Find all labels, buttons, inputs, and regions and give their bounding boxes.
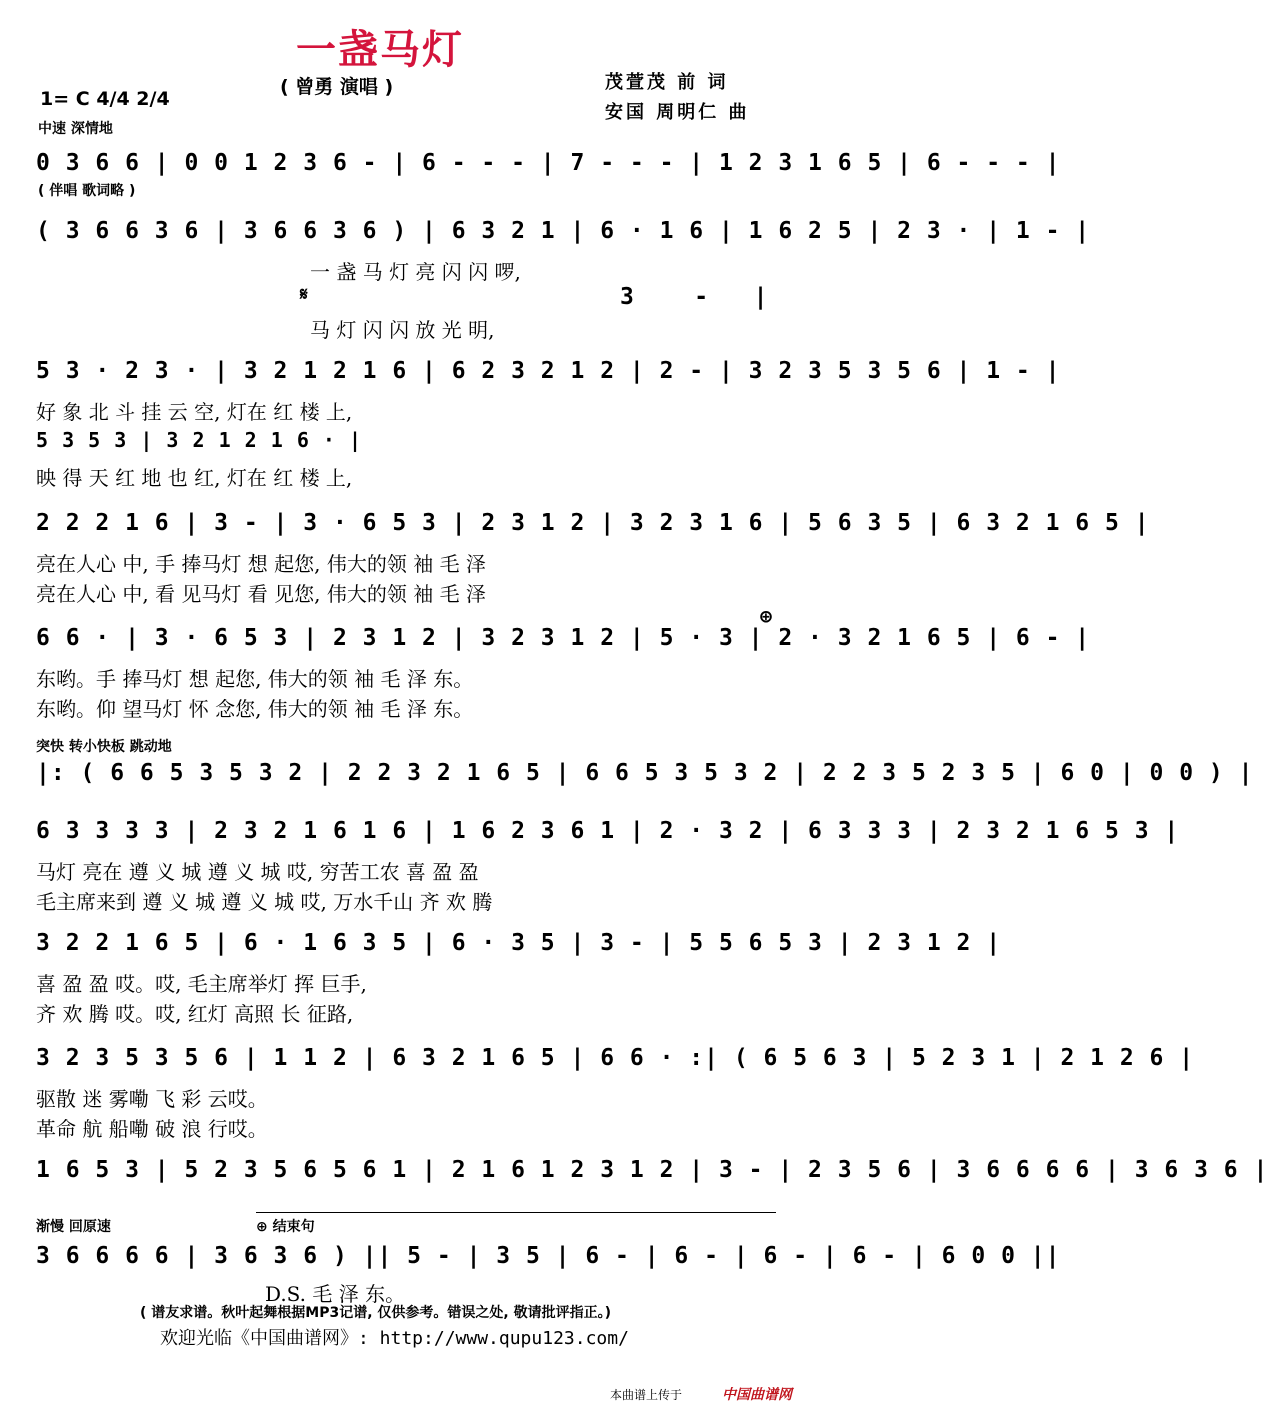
lyric-line-2a: 一 盏 马 灯 亮 闪 闪 啰, xyxy=(310,260,521,284)
score-row-5: 6 6 · | 3 · 6 5 3 | 2 3 1 2 | 3 2 3 1 2 | 5 · 3 | 2 · 3 2 1 6 5 | 6 - | xyxy=(36,625,1091,651)
lyric-line-7a: 马灯 亮在 遵 义 城 遵 义 城 哎, 穷苦工农 喜 盈 盈 xyxy=(36,860,479,884)
coda-icon: ⊕ xyxy=(760,604,774,628)
score-row-1: 0 3 6 6 | 0 0 1 2 3 6 - | 6 - - - | 7 - - - | 1 2 3 1 6 5 | 6 - - - | xyxy=(36,150,1061,176)
score-row-9: 3 2 3 5 3 5 6 | 1 1 2 | 6 3 2 1 6 5 | 6 6 · :| ( 6 5 6 3 | 5 2 3 1 | 2 1 2 6 | xyxy=(36,1045,1195,1071)
ending-tempo: 渐慢 回原速 xyxy=(36,1219,111,1235)
upload-label: 本曲谱上传于 xyxy=(610,1388,683,1402)
score-row-2: ( 3 6 6 3 6 | 3 6 6 3 6 ) | 6 3 2 1 | 6 · 1 6 | 1 6 2 5 | 2 3 · | 1 - | xyxy=(36,218,1091,244)
lyric-line-8b: 齐 欢 腾 哎。哎, 红灯 高照 长 征路, xyxy=(36,1002,354,1026)
page-title: 一盏马灯 xyxy=(296,27,464,73)
lyric-line-3: 好 象 北 斗 挂 云 空, 灯在 红 楼 上, xyxy=(36,400,353,424)
lyric-line-9b: 革命 航 船嘞 破 浪 行哎。 xyxy=(36,1117,268,1141)
segno-icon: 𝄋 xyxy=(300,284,309,305)
lyric-line-8a: 喜 盈 盈 哎。哎, 毛主席举灯 挥 巨手, xyxy=(36,972,367,996)
score-row-3b: 5 3 5 3 | 3 2 1 2 1 6 · | xyxy=(36,428,363,452)
tempo-marking: 中速 深情地 xyxy=(38,121,113,137)
score-row-2b: 3 - | xyxy=(620,284,769,310)
key-signature: 1= C 4/4 2/4 xyxy=(40,88,170,110)
score-row-8: 3 2 2 1 6 5 | 6 · 1 6 3 5 | 6 · 3 5 | 3 - | 5 5 6 5 3 | 2 3 1 2 | xyxy=(36,930,1002,956)
lyric-line-9a: 驱散 迷 雾嘞 飞 彩 云哎。 xyxy=(36,1087,268,1111)
lyric-line-5a: 东哟。手 捧马灯 想 起您, 伟大的领 袖 毛 泽 东。 xyxy=(36,667,474,691)
accompaniment-note: ( 伴唱 歌词略 ) xyxy=(38,183,136,199)
lyric-line-5b: 东哟。仰 望马灯 怀 念您, 伟大的领 袖 毛 泽 东。 xyxy=(36,697,474,721)
score-row-7: 6 3 3 3 3 | 2 3 2 1 6 1 6 | 1 6 2 3 6 1 | 2 · 3 2 | 6 3 3 3 | 2 3 2 1 6 5 3 | xyxy=(36,818,1180,844)
lyric-line-2b: 马 灯 闪 闪 放 光 明, xyxy=(310,318,495,342)
score-row-10: 1 6 5 3 | 5 2 3 5 6 5 6 1 | 2 1 6 1 2 3 1 2 | 3 - | 2 3 5 6 | 3 6 6 6 6 | 3 6 3 6 | xyxy=(36,1157,1268,1183)
lyric-line-4a: 亮在人心 中, 手 捧马灯 想 起您, 伟大的领 袖 毛 泽 xyxy=(36,552,486,576)
lyric-line-3b: 映 得 天 红 地 也 红, 灯在 红 楼 上, xyxy=(36,466,353,490)
coda-bracket xyxy=(256,1212,776,1213)
ds-instruction: D.S. 毛 泽 东。 xyxy=(265,1282,406,1306)
lyric-line-4b: 亮在人心 中, 看 见马灯 看 见您, 伟大的领 袖 毛 泽 xyxy=(36,582,486,606)
coda-label: ⊕ 结束句 xyxy=(256,1219,315,1235)
transcriber-note: ( 谱友求谱。秋叶起舞根据MP3记谱, 仅供参考。错误之处, 敬请批评指正。) xyxy=(140,1305,611,1321)
lyricist-credit: 茂萱茂 前 词 xyxy=(605,72,729,93)
score-row-6: |: ( 6 6 5 3 5 3 2 | 2 2 3 2 1 6 5 | 6 6 5 3 5 3 2 | 2 2 3 5 2 3 5 | 6 0 | 0 0 ) | xyxy=(36,760,1254,786)
site-logo: 中国曲谱网 xyxy=(722,1387,792,1403)
composer-credit: 安国 周明仁 曲 xyxy=(605,102,750,123)
lyric-line-7b: 毛主席来到 遵 义 城 遵 义 城 哎, 万水千山 齐 欢 腾 xyxy=(36,890,493,914)
singer-credit: ( 曾勇 演唱 ) xyxy=(280,76,394,98)
section2-tempo: 突快 转小快板 跳动地 xyxy=(36,739,172,755)
score-row-4: 2 2 2 1 6 | 3 - | 3 · 6 5 3 | 2 3 1 2 | 3 2 3 1 6 | 5 6 3 5 | 6 3 2 1 6 5 | xyxy=(36,510,1150,536)
website-note: 欢迎光临《中国曲谱网》: http://www.qupu123.com/ xyxy=(160,1328,629,1349)
score-row-3: 5 3 · 2 3 · | 3 2 1 2 1 6 | 6 2 3 2 1 2 | 2 - | 3 2 3 5 3 5 6 | 1 - | xyxy=(36,358,1061,384)
score-row-11: 3 6 6 6 6 | 3 6 3 6 ) || 5 - | 3 5 | 6 - | 6 - | 6 - | 6 - | 6 0 0 || xyxy=(36,1243,1061,1269)
